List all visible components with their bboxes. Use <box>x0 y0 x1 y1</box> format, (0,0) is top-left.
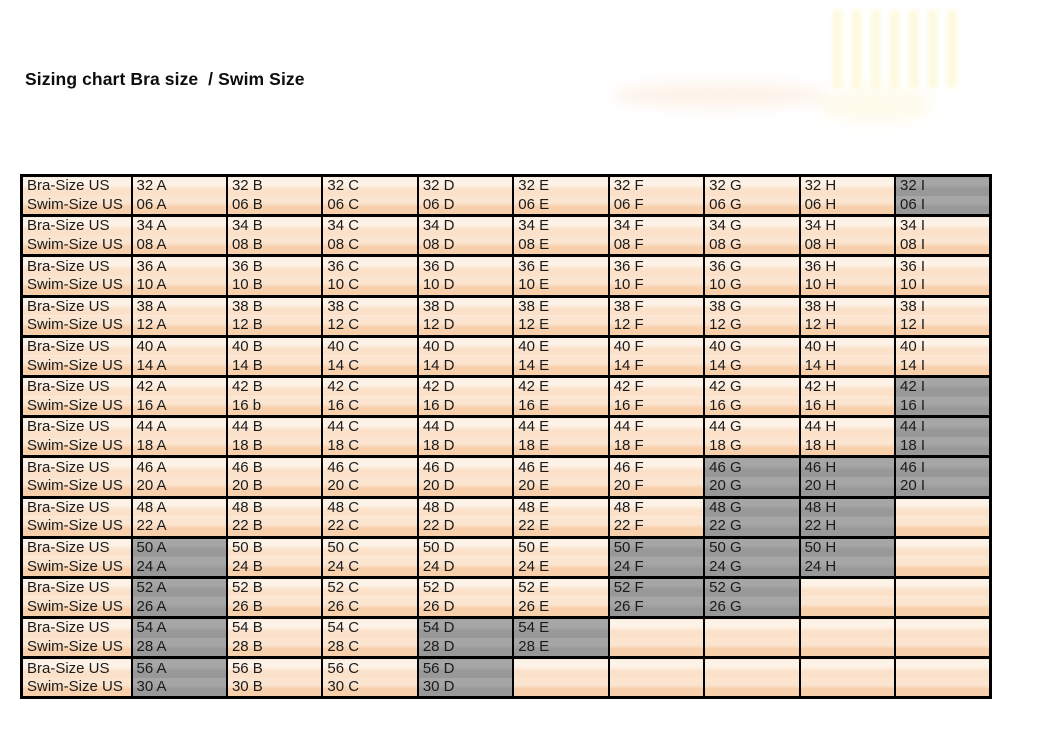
table-row-swim-06 <box>22 196 991 216</box>
swim-size-cell: 30 C <box>322 678 417 698</box>
table-row-swim-12 <box>22 316 991 336</box>
table-row-swim-30 <box>22 678 991 698</box>
empty-size-cell <box>895 557 991 577</box>
bra-size-cell: 52 A <box>132 577 227 597</box>
bra-size-cell: 44 E <box>513 417 608 437</box>
empty-size-cell <box>895 577 991 597</box>
bra-size-cell: 56 A <box>132 658 227 678</box>
bra-size-cell: 46 G <box>704 457 799 477</box>
bra-size-cell: 36 H <box>800 256 895 276</box>
bra-size-cell: 44 I <box>895 417 991 437</box>
swim-size-cell: 28 E <box>513 638 608 658</box>
bra-size-cell: 46 H <box>800 457 895 477</box>
bra-size-cell: 44 F <box>609 417 704 437</box>
bra-size-cell: 38 G <box>704 296 799 316</box>
bra-size-cell: 32 D <box>418 176 513 196</box>
row-label-bra: Bra-Size US <box>22 336 132 356</box>
bra-size-cell: 36 G <box>704 256 799 276</box>
swim-size-cell: 16 H <box>800 397 895 417</box>
bra-size-cell: 32 A <box>132 176 227 196</box>
swim-size-cell: 06 H <box>800 196 895 216</box>
bra-size-cell: 46 C <box>322 457 417 477</box>
empty-size-cell <box>513 658 608 678</box>
bra-size-cell: 32 C <box>322 176 417 196</box>
bra-size-cell: 44 D <box>418 417 513 437</box>
empty-size-cell <box>609 678 704 698</box>
swim-size-cell: 26 C <box>322 597 417 617</box>
swim-size-cell: 16 C <box>322 397 417 417</box>
bra-size-cell: 34 D <box>418 216 513 236</box>
swim-size-cell: 24 E <box>513 557 608 577</box>
empty-size-cell <box>800 577 895 597</box>
swim-size-cell: 20 G <box>704 477 799 497</box>
swim-size-cell: 18 B <box>227 437 322 457</box>
swim-size-cell: 20 H <box>800 477 895 497</box>
table-row-bra-52 <box>22 577 991 597</box>
empty-size-cell <box>800 618 895 638</box>
bra-size-cell: 50 G <box>704 537 799 557</box>
swim-size-cell: 24 F <box>609 557 704 577</box>
row-label-bra: Bra-Size US <box>22 577 132 597</box>
swim-size-cell: 08 B <box>227 236 322 256</box>
table-row-bra-32 <box>22 176 991 196</box>
swim-size-cell: 30 B <box>227 678 322 698</box>
row-label-bra: Bra-Size US <box>22 417 132 437</box>
swim-size-cell: 10 I <box>895 276 991 296</box>
bra-size-cell: 38 F <box>609 296 704 316</box>
bra-size-cell: 36 A <box>132 256 227 276</box>
empty-size-cell <box>895 638 991 658</box>
swim-size-cell: 20 B <box>227 477 322 497</box>
bra-size-cell: 46 D <box>418 457 513 477</box>
swim-size-cell: 24 B <box>227 557 322 577</box>
bra-size-cell: 48 C <box>322 497 417 517</box>
swim-size-cell: 06 G <box>704 196 799 216</box>
swim-size-cell: 08 H <box>800 236 895 256</box>
swim-size-cell: 16 F <box>609 397 704 417</box>
swim-size-cell: 10 F <box>609 276 704 296</box>
swim-size-cell: 22 C <box>322 517 417 537</box>
sizing-chart-table <box>20 174 992 699</box>
bra-size-cell: 40 F <box>609 336 704 356</box>
table-row-swim-24 <box>22 557 991 577</box>
bra-size-cell: 52 E <box>513 577 608 597</box>
empty-size-cell <box>800 597 895 617</box>
table-row-swim-10 <box>22 276 991 296</box>
table-row-swim-08 <box>22 236 991 256</box>
bra-size-cell: 38 A <box>132 296 227 316</box>
bra-size-cell: 36 F <box>609 256 704 276</box>
row-label-swim: Swim-Size US <box>22 477 132 497</box>
bra-size-cell: 32 H <box>800 176 895 196</box>
swim-size-cell: 22 H <box>800 517 895 537</box>
empty-size-cell <box>895 537 991 557</box>
scan-artifact-peach-smudge <box>612 82 827 108</box>
bra-size-cell: 42 A <box>132 376 227 396</box>
swim-size-cell: 18 E <box>513 437 608 457</box>
empty-size-cell <box>704 638 799 658</box>
bra-size-cell: 46 A <box>132 457 227 477</box>
row-label-swim: Swim-Size US <box>22 236 132 256</box>
empty-size-cell <box>895 497 991 517</box>
bra-size-cell: 46 I <box>895 457 991 477</box>
table-row-bra-36 <box>22 256 991 276</box>
bra-size-cell: 34 F <box>609 216 704 236</box>
swim-size-cell: 16 E <box>513 397 608 417</box>
bra-size-cell: 42 I <box>895 376 991 396</box>
row-label-bra: Bra-Size US <box>22 658 132 678</box>
row-label-swim: Swim-Size US <box>22 517 132 537</box>
bra-size-cell: 42 C <box>322 376 417 396</box>
row-label-swim: Swim-Size US <box>22 316 132 336</box>
swim-size-cell: 08 G <box>704 236 799 256</box>
bra-size-cell: 34 A <box>132 216 227 236</box>
bra-size-cell: 46 F <box>609 457 704 477</box>
bra-size-cell: 38 C <box>322 296 417 316</box>
row-label-swim: Swim-Size US <box>22 597 132 617</box>
swim-size-cell: 12 D <box>418 316 513 336</box>
swim-size-cell: 14 B <box>227 356 322 376</box>
row-label-bra: Bra-Size US <box>22 497 132 517</box>
bra-size-cell: 54 C <box>322 618 417 638</box>
swim-size-cell: 30 D <box>418 678 513 698</box>
row-label-bra: Bra-Size US <box>22 457 132 477</box>
swim-size-cell: 12 A <box>132 316 227 336</box>
bra-size-cell: 42 B <box>227 376 322 396</box>
swim-size-cell: 12 F <box>609 316 704 336</box>
swim-size-cell: 20 D <box>418 477 513 497</box>
swim-size-cell: 20 F <box>609 477 704 497</box>
bra-size-cell: 50 D <box>418 537 513 557</box>
swim-size-cell: 12 G <box>704 316 799 336</box>
swim-size-cell: 10 E <box>513 276 608 296</box>
bra-size-cell: 40 A <box>132 336 227 356</box>
swim-size-cell: 10 C <box>322 276 417 296</box>
swim-size-cell: 26 B <box>227 597 322 617</box>
bra-size-cell: 34 E <box>513 216 608 236</box>
bra-size-cell: 52 B <box>227 577 322 597</box>
bra-size-cell: 52 D <box>418 577 513 597</box>
bra-size-cell: 38 I <box>895 296 991 316</box>
swim-size-cell: 30 A <box>132 678 227 698</box>
table-row-swim-14 <box>22 356 991 376</box>
swim-size-cell: 06 B <box>227 196 322 216</box>
table-row-bra-40 <box>22 336 991 356</box>
table-row-bra-48 <box>22 497 991 517</box>
bra-size-cell: 32 G <box>704 176 799 196</box>
swim-size-cell: 28 D <box>418 638 513 658</box>
bra-size-cell: 44 H <box>800 417 895 437</box>
scan-artifact-yellow-streaks <box>833 10 961 88</box>
bra-size-cell: 38 B <box>227 296 322 316</box>
swim-size-cell: 12 B <box>227 316 322 336</box>
bra-size-cell: 44 B <box>227 417 322 437</box>
bra-size-cell: 48 G <box>704 497 799 517</box>
empty-size-cell <box>800 678 895 698</box>
swim-size-cell: 06 E <box>513 196 608 216</box>
bra-size-cell: 40 I <box>895 336 991 356</box>
bra-size-cell: 42 F <box>609 376 704 396</box>
swim-size-cell: 22 B <box>227 517 322 537</box>
swim-size-cell: 24 H <box>800 557 895 577</box>
bra-size-cell: 46 E <box>513 457 608 477</box>
swim-size-cell: 08 C <box>322 236 417 256</box>
swim-size-cell: 22 G <box>704 517 799 537</box>
swim-size-cell: 16 b <box>227 397 322 417</box>
bra-size-cell: 50 A <box>132 537 227 557</box>
bra-size-cell: 46 B <box>227 457 322 477</box>
swim-size-cell: 22 D <box>418 517 513 537</box>
swim-size-cell: 10 D <box>418 276 513 296</box>
swim-size-cell: 12 I <box>895 316 991 336</box>
bra-size-cell: 54 D <box>418 618 513 638</box>
bra-size-cell: 50 B <box>227 537 322 557</box>
swim-size-cell: 14 D <box>418 356 513 376</box>
empty-size-cell <box>895 678 991 698</box>
bra-size-cell: 34 H <box>800 216 895 236</box>
bra-size-cell: 54 E <box>513 618 608 638</box>
bra-size-cell: 34 G <box>704 216 799 236</box>
row-label-bra: Bra-Size US <box>22 537 132 557</box>
bra-size-cell: 32 F <box>609 176 704 196</box>
bra-size-cell: 44 G <box>704 417 799 437</box>
swim-size-cell: 18 F <box>609 437 704 457</box>
table-row-swim-20 <box>22 477 991 497</box>
bra-size-cell: 56 C <box>322 658 417 678</box>
empty-size-cell <box>895 597 991 617</box>
empty-size-cell <box>513 678 608 698</box>
bra-size-cell: 54 B <box>227 618 322 638</box>
bra-size-cell: 40 H <box>800 336 895 356</box>
empty-size-cell <box>895 658 991 678</box>
swim-size-cell: 08 I <box>895 236 991 256</box>
row-label-bra: Bra-Size US <box>22 296 132 316</box>
swim-size-cell: 10 A <box>132 276 227 296</box>
swim-size-cell: 12 H <box>800 316 895 336</box>
bra-size-cell: 42 D <box>418 376 513 396</box>
bra-size-cell: 40 B <box>227 336 322 356</box>
swim-size-cell: 20 E <box>513 477 608 497</box>
swim-size-cell: 14 F <box>609 356 704 376</box>
swim-size-cell: 28 B <box>227 638 322 658</box>
row-label-swim: Swim-Size US <box>22 557 132 577</box>
empty-size-cell <box>895 618 991 638</box>
swim-size-cell: 06 F <box>609 196 704 216</box>
swim-size-cell: 28 C <box>322 638 417 658</box>
bra-size-cell: 48 D <box>418 497 513 517</box>
bra-size-cell: 40 C <box>322 336 417 356</box>
bra-size-cell: 44 A <box>132 417 227 437</box>
swim-size-cell: 06 A <box>132 196 227 216</box>
swim-size-cell: 28 A <box>132 638 227 658</box>
swim-size-cell: 14 H <box>800 356 895 376</box>
row-label-bra: Bra-Size US <box>22 618 132 638</box>
empty-size-cell <box>609 618 704 638</box>
bra-size-cell: 54 A <box>132 618 227 638</box>
swim-size-cell: 22 E <box>513 517 608 537</box>
empty-size-cell <box>895 517 991 537</box>
swim-size-cell: 22 A <box>132 517 227 537</box>
row-label-swim: Swim-Size US <box>22 678 132 698</box>
table-row-bra-46 <box>22 457 991 477</box>
swim-size-cell: 14 G <box>704 356 799 376</box>
row-label-swim: Swim-Size US <box>22 196 132 216</box>
swim-size-cell: 08 F <box>609 236 704 256</box>
swim-size-cell: 18 D <box>418 437 513 457</box>
bra-size-cell: 50 H <box>800 537 895 557</box>
swim-size-cell: 26 E <box>513 597 608 617</box>
empty-size-cell <box>800 658 895 678</box>
bra-size-cell: 42 E <box>513 376 608 396</box>
swim-size-cell: 14 A <box>132 356 227 376</box>
table-row-bra-56 <box>22 658 991 678</box>
swim-size-cell: 26 G <box>704 597 799 617</box>
table-row-bra-44 <box>22 417 991 437</box>
row-label-bra: Bra-Size US <box>22 216 132 236</box>
swim-size-cell: 14 E <box>513 356 608 376</box>
bra-size-cell: 50 E <box>513 537 608 557</box>
bra-size-cell: 44 C <box>322 417 417 437</box>
empty-size-cell <box>609 658 704 678</box>
swim-size-cell: 16 I <box>895 397 991 417</box>
row-label-bra: Bra-Size US <box>22 256 132 276</box>
bra-size-cell: 34 C <box>322 216 417 236</box>
row-label-swim: Swim-Size US <box>22 638 132 658</box>
swim-size-cell: 16 D <box>418 397 513 417</box>
swim-size-cell: 20 I <box>895 477 991 497</box>
bra-size-cell: 42 H <box>800 376 895 396</box>
row-label-bra: Bra-Size US <box>22 376 132 396</box>
empty-size-cell <box>609 638 704 658</box>
swim-size-cell: 06 D <box>418 196 513 216</box>
bra-size-cell: 40 E <box>513 336 608 356</box>
swim-size-cell: 12 E <box>513 316 608 336</box>
bra-size-cell: 40 G <box>704 336 799 356</box>
table-row-bra-42 <box>22 376 991 396</box>
bra-size-cell: 52 C <box>322 577 417 597</box>
swim-size-cell: 24 C <box>322 557 417 577</box>
bra-size-cell: 32 E <box>513 176 608 196</box>
swim-size-cell: 20 C <box>322 477 417 497</box>
swim-size-cell: 22 F <box>609 517 704 537</box>
swim-size-cell: 24 A <box>132 557 227 577</box>
table-row-bra-50 <box>22 537 991 557</box>
bra-size-cell: 56 D <box>418 658 513 678</box>
bra-size-cell: 48 H <box>800 497 895 517</box>
empty-size-cell <box>800 638 895 658</box>
swim-size-cell: 12 C <box>322 316 417 336</box>
swim-size-cell: 08 A <box>132 236 227 256</box>
row-label-swim: Swim-Size US <box>22 356 132 376</box>
bra-size-cell: 36 C <box>322 256 417 276</box>
row-label-swim: Swim-Size US <box>22 276 132 296</box>
bra-size-cell: 34 B <box>227 216 322 236</box>
table-row-swim-16 <box>22 397 991 417</box>
bra-size-cell: 36 I <box>895 256 991 276</box>
swim-size-cell: 14 C <box>322 356 417 376</box>
swim-size-cell: 16 A <box>132 397 227 417</box>
table-row-swim-26 <box>22 597 991 617</box>
sizing-table-body <box>22 176 991 698</box>
bra-size-cell: 32 I <box>895 176 991 196</box>
empty-size-cell <box>704 678 799 698</box>
bra-size-cell: 32 B <box>227 176 322 196</box>
swim-size-cell: 18 I <box>895 437 991 457</box>
bra-size-cell: 50 F <box>609 537 704 557</box>
swim-size-cell: 20 A <box>132 477 227 497</box>
swim-size-cell: 18 H <box>800 437 895 457</box>
bra-size-cell: 48 F <box>609 497 704 517</box>
bra-size-cell: 56 B <box>227 658 322 678</box>
swim-size-cell: 10 G <box>704 276 799 296</box>
swim-size-cell: 10 H <box>800 276 895 296</box>
swim-size-cell: 26 A <box>132 597 227 617</box>
empty-size-cell <box>704 658 799 678</box>
swim-size-cell: 18 G <box>704 437 799 457</box>
bra-size-cell: 38 D <box>418 296 513 316</box>
scan-artifact-cream-blob <box>818 88 933 122</box>
bra-size-cell: 52 G <box>704 577 799 597</box>
page-title: Sizing chart Bra size / Swim Size <box>25 69 305 89</box>
bra-size-cell: 38 H <box>800 296 895 316</box>
bra-size-cell: 34 I <box>895 216 991 236</box>
swim-size-cell: 08 D <box>418 236 513 256</box>
bra-size-cell: 40 D <box>418 336 513 356</box>
bra-size-cell: 48 B <box>227 497 322 517</box>
swim-size-cell: 18 A <box>132 437 227 457</box>
swim-size-cell: 06 I <box>895 196 991 216</box>
swim-size-cell: 26 F <box>609 597 704 617</box>
swim-size-cell: 14 I <box>895 356 991 376</box>
swim-size-cell: 24 D <box>418 557 513 577</box>
table-row-bra-34 <box>22 216 991 236</box>
table-row-swim-18 <box>22 437 991 457</box>
swim-size-cell: 24 G <box>704 557 799 577</box>
row-label-bra: Bra-Size US <box>22 176 132 196</box>
swim-size-cell: 18 C <box>322 437 417 457</box>
empty-size-cell <box>704 618 799 638</box>
swim-size-cell: 06 C <box>322 196 417 216</box>
bra-size-cell: 50 C <box>322 537 417 557</box>
bra-size-cell: 48 A <box>132 497 227 517</box>
bra-size-cell: 42 G <box>704 376 799 396</box>
table-row-bra-54 <box>22 618 991 638</box>
bra-size-cell: 38 E <box>513 296 608 316</box>
bra-size-cell: 52 F <box>609 577 704 597</box>
swim-size-cell: 16 G <box>704 397 799 417</box>
bra-size-cell: 36 D <box>418 256 513 276</box>
swim-size-cell: 26 D <box>418 597 513 617</box>
bra-size-cell: 36 B <box>227 256 322 276</box>
bra-size-cell: 48 E <box>513 497 608 517</box>
row-label-swim: Swim-Size US <box>22 397 132 417</box>
table-row-swim-22 <box>22 517 991 537</box>
table-row-swim-28 <box>22 638 991 658</box>
bra-size-cell: 36 E <box>513 256 608 276</box>
row-label-swim: Swim-Size US <box>22 437 132 457</box>
table-row-bra-38 <box>22 296 991 316</box>
swim-size-cell: 10 B <box>227 276 322 296</box>
swim-size-cell: 08 E <box>513 236 608 256</box>
